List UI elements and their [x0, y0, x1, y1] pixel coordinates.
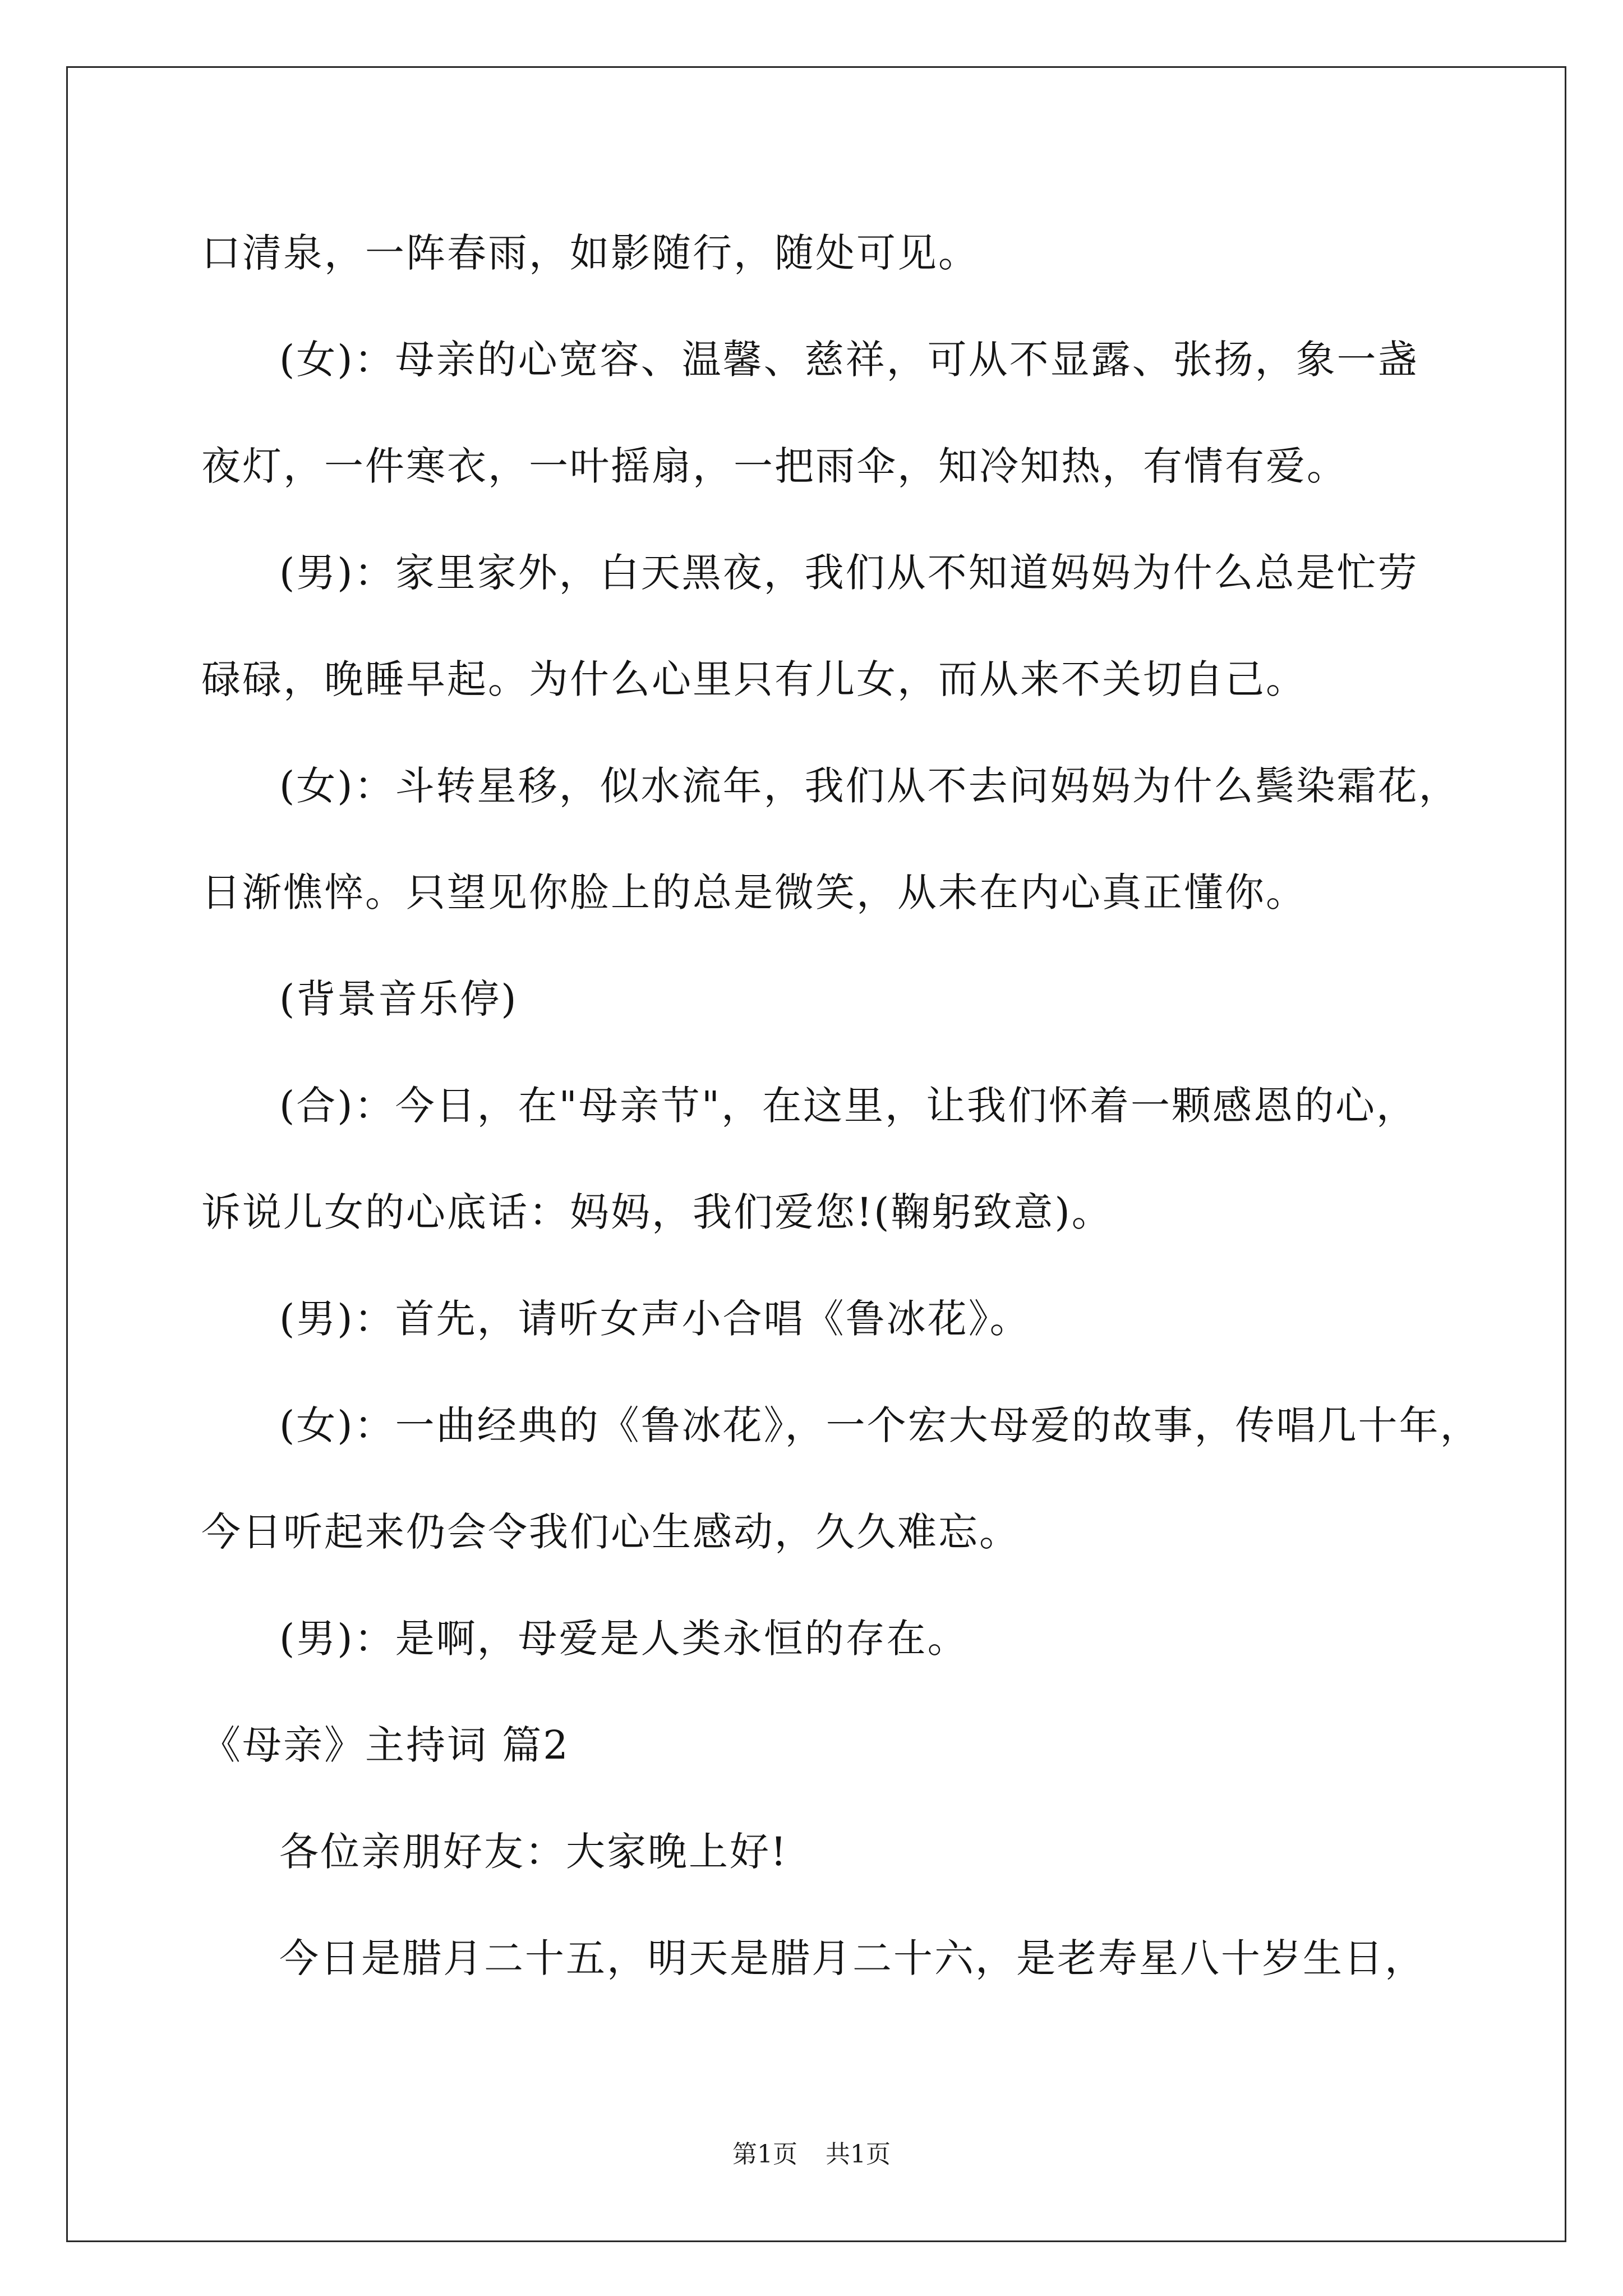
- paragraph-female-line-1: [201, 306, 1547, 519]
- text-line: (男)：家里家外，白天黑夜，我们从不知道妈妈为什么总是忙劳: [279, 550, 1419, 596]
- text-line: 碌碌，晚睡早起。为什么心里只有儿女，而从来不关切自己。: [201, 656, 1307, 702]
- text-line: (女)：母亲的心宽容、温馨、慈祥，可从不显露、张扬，象一盏: [279, 337, 1419, 383]
- text-line: (男)：是啊，母爱是人类永恒的存在。: [279, 1616, 969, 1662]
- page-total: 共1页: [826, 2140, 891, 2169]
- document-body: [201, 200, 1547, 2012]
- section-heading: [201, 1692, 1547, 1798]
- page-footer: [0, 2138, 1623, 2171]
- paragraph-continuation: [201, 200, 1547, 306]
- paragraph-female-line-3: [201, 1372, 1547, 1585]
- paragraph-occasion: [201, 1905, 1547, 2012]
- text-line: (女)：斗转星移，似水流年，我们从不去问妈妈为什么鬓染霜花，: [279, 763, 1460, 809]
- text-line: (合)：今日，在"母亲节"，在这里，让我们怀着一颗感恩的心，: [279, 1083, 1418, 1129]
- page-number: 第1页: [732, 2140, 797, 2169]
- text-line: (男)：首先，请听女声小合唱《鲁冰花》。: [279, 1296, 1031, 1342]
- text-line: (背景音乐停): [279, 976, 518, 1022]
- heading-text: 《母亲》主持词 篇2: [201, 1722, 570, 1768]
- text-line: 今日是腊月二十五，明天是腊月二十六，是老寿星八十岁生日，: [279, 1935, 1426, 1981]
- paragraph-male-line-3: [201, 1585, 1547, 1692]
- paragraph-greeting: [201, 1798, 1547, 1905]
- paragraph-male-line-1: [201, 519, 1547, 733]
- text-line: 诉说儿女的心底话：妈妈，我们爱您!(鞠躬致意)。: [201, 1189, 1113, 1235]
- paragraph-male-line-2: [201, 1266, 1547, 1372]
- text-line: 夜灯，一件寒衣，一叶摇扇，一把雨伞，知冷知热，有情有爱。: [201, 443, 1348, 489]
- paragraph-female-line-2: [201, 733, 1547, 946]
- text-line: (女)：一曲经典的《鲁冰花》，一个宏大母爱的故事，传唱几十年，: [279, 1402, 1481, 1448]
- paragraph-stage-direction: [201, 946, 1547, 1052]
- paragraph-together: [201, 1052, 1547, 1266]
- text-line: 口清泉，一阵春雨，如影随行，随处可见。: [201, 230, 979, 276]
- text-line: 各位亲朋好友：大家晚上好!: [279, 1829, 789, 1875]
- text-line: 今日听起来仍会令我们心生感动，久久难忘。: [201, 1509, 1020, 1555]
- text-line: 日渐憔悴。只望见你脸上的总是微笑，从未在内心真正懂你。: [201, 869, 1307, 915]
